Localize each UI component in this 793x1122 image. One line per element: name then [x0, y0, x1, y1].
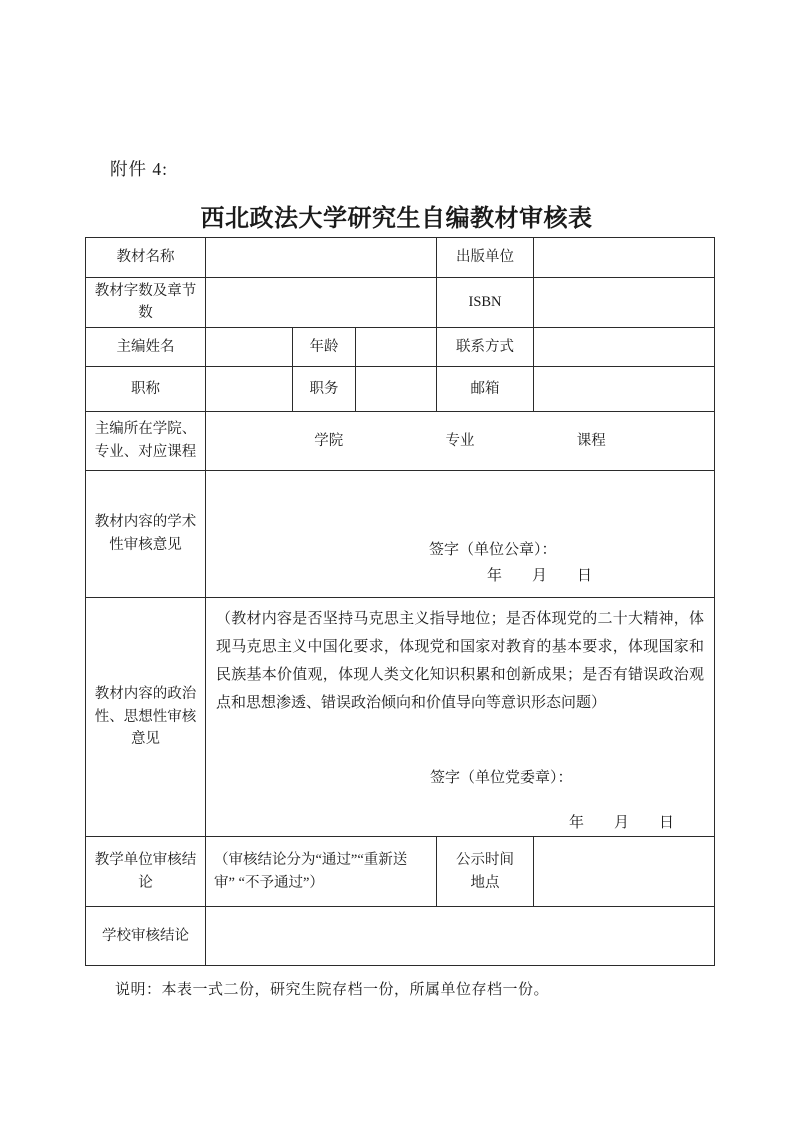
- college-sublabel: 学院: [314, 432, 344, 449]
- table-row: [86, 470, 715, 597]
- table-row: [86, 278, 715, 328]
- course-sublabel: 课程: [576, 432, 606, 449]
- footer-note: 说明：本表一式二份，研究生院存档一份，所属单位存档一份。: [115, 982, 550, 998]
- major-sublabel: 专业: [445, 432, 475, 449]
- field-label-university-conclusion: 学校审核结论: [86, 907, 206, 966]
- date-line: 年 月 日: [569, 815, 675, 832]
- political-review-hint-text: （教材内容是否坚持马克思主义指导地位；是否体现党的二十大精神，体现马克思主义中国化要求，体现党和国家对教育的基本要求，体现国家和民族基本价值观，体现人类文化知识积累和创新成果；是否有错误政治观点和思想渗透、错误政治倾向和价值导向等意识形态问题）: [216, 610, 705, 711]
- field-value-position: [356, 366, 437, 411]
- table-row: [86, 238, 715, 278]
- signature-line-official-seal: 签字（单位公章）：: [429, 542, 557, 559]
- field-label-academic-review-opinion: 教材内容的学术性审核意见: [86, 470, 206, 597]
- table-row: [86, 327, 715, 366]
- field-value-contact: [534, 327, 715, 366]
- field-label-publicity-time-place: 公示时间地点: [437, 837, 534, 907]
- field-value-age: [356, 327, 437, 366]
- field-label-teaching-unit-conclusion: 教学单位审核结论: [86, 837, 206, 907]
- field-value-textbook-name: [206, 238, 437, 278]
- field-value-college-major-course: [206, 411, 715, 470]
- field-value-university-conclusion: [206, 907, 715, 966]
- attachment-label: 附件 4:: [110, 159, 168, 179]
- field-value-professional-title: [206, 366, 293, 411]
- field-value-isbn: [534, 278, 715, 328]
- field-value-email: [534, 366, 715, 411]
- field-label-word-chapter-count: 教材字数及章节数: [86, 278, 206, 328]
- page-title: 西北政法大学研究生自编教材审核表: [200, 206, 593, 232]
- table-row: [86, 597, 715, 837]
- field-label-age: 年龄: [293, 327, 356, 366]
- table-row: [86, 837, 715, 907]
- table-row: [86, 366, 715, 411]
- field-value-word-chapter-count: [206, 278, 437, 328]
- field-label-email: 邮箱: [437, 366, 534, 411]
- field-label-textbook-name: 教材名称: [86, 238, 206, 278]
- field-label-professional-title: 职称: [86, 366, 206, 411]
- field-value-publicity-time-place: [534, 837, 715, 907]
- table-row: [86, 411, 715, 470]
- field-value-academic-review-opinion: [206, 470, 715, 597]
- field-label-isbn: ISBN: [437, 278, 534, 328]
- field-label-publisher: 出版单位: [437, 238, 534, 278]
- field-label-college-major-course: 主编所在学院、专业、对应课程: [86, 411, 206, 470]
- field-label-editor-name: 主编姓名: [86, 327, 206, 366]
- field-label-position: 职务: [293, 366, 356, 411]
- field-label-contact: 联系方式: [437, 327, 534, 366]
- signature-line-party-committee-seal: 签字（单位党委章）：: [430, 769, 573, 786]
- field-value-publisher: [534, 238, 715, 278]
- field-value-political-review-opinion: [206, 597, 715, 837]
- teaching-unit-conclusion-hint: （审核结论分为“通过”“重新送审” “不予通过”）: [206, 837, 437, 907]
- field-label-political-review-opinion: 教材内容的政治性、思想性审核意见: [86, 597, 206, 837]
- review-form-table: [85, 237, 715, 966]
- date-line: 年 月 日: [487, 568, 593, 585]
- table-row: [86, 907, 715, 966]
- field-value-editor-name: [206, 327, 293, 366]
